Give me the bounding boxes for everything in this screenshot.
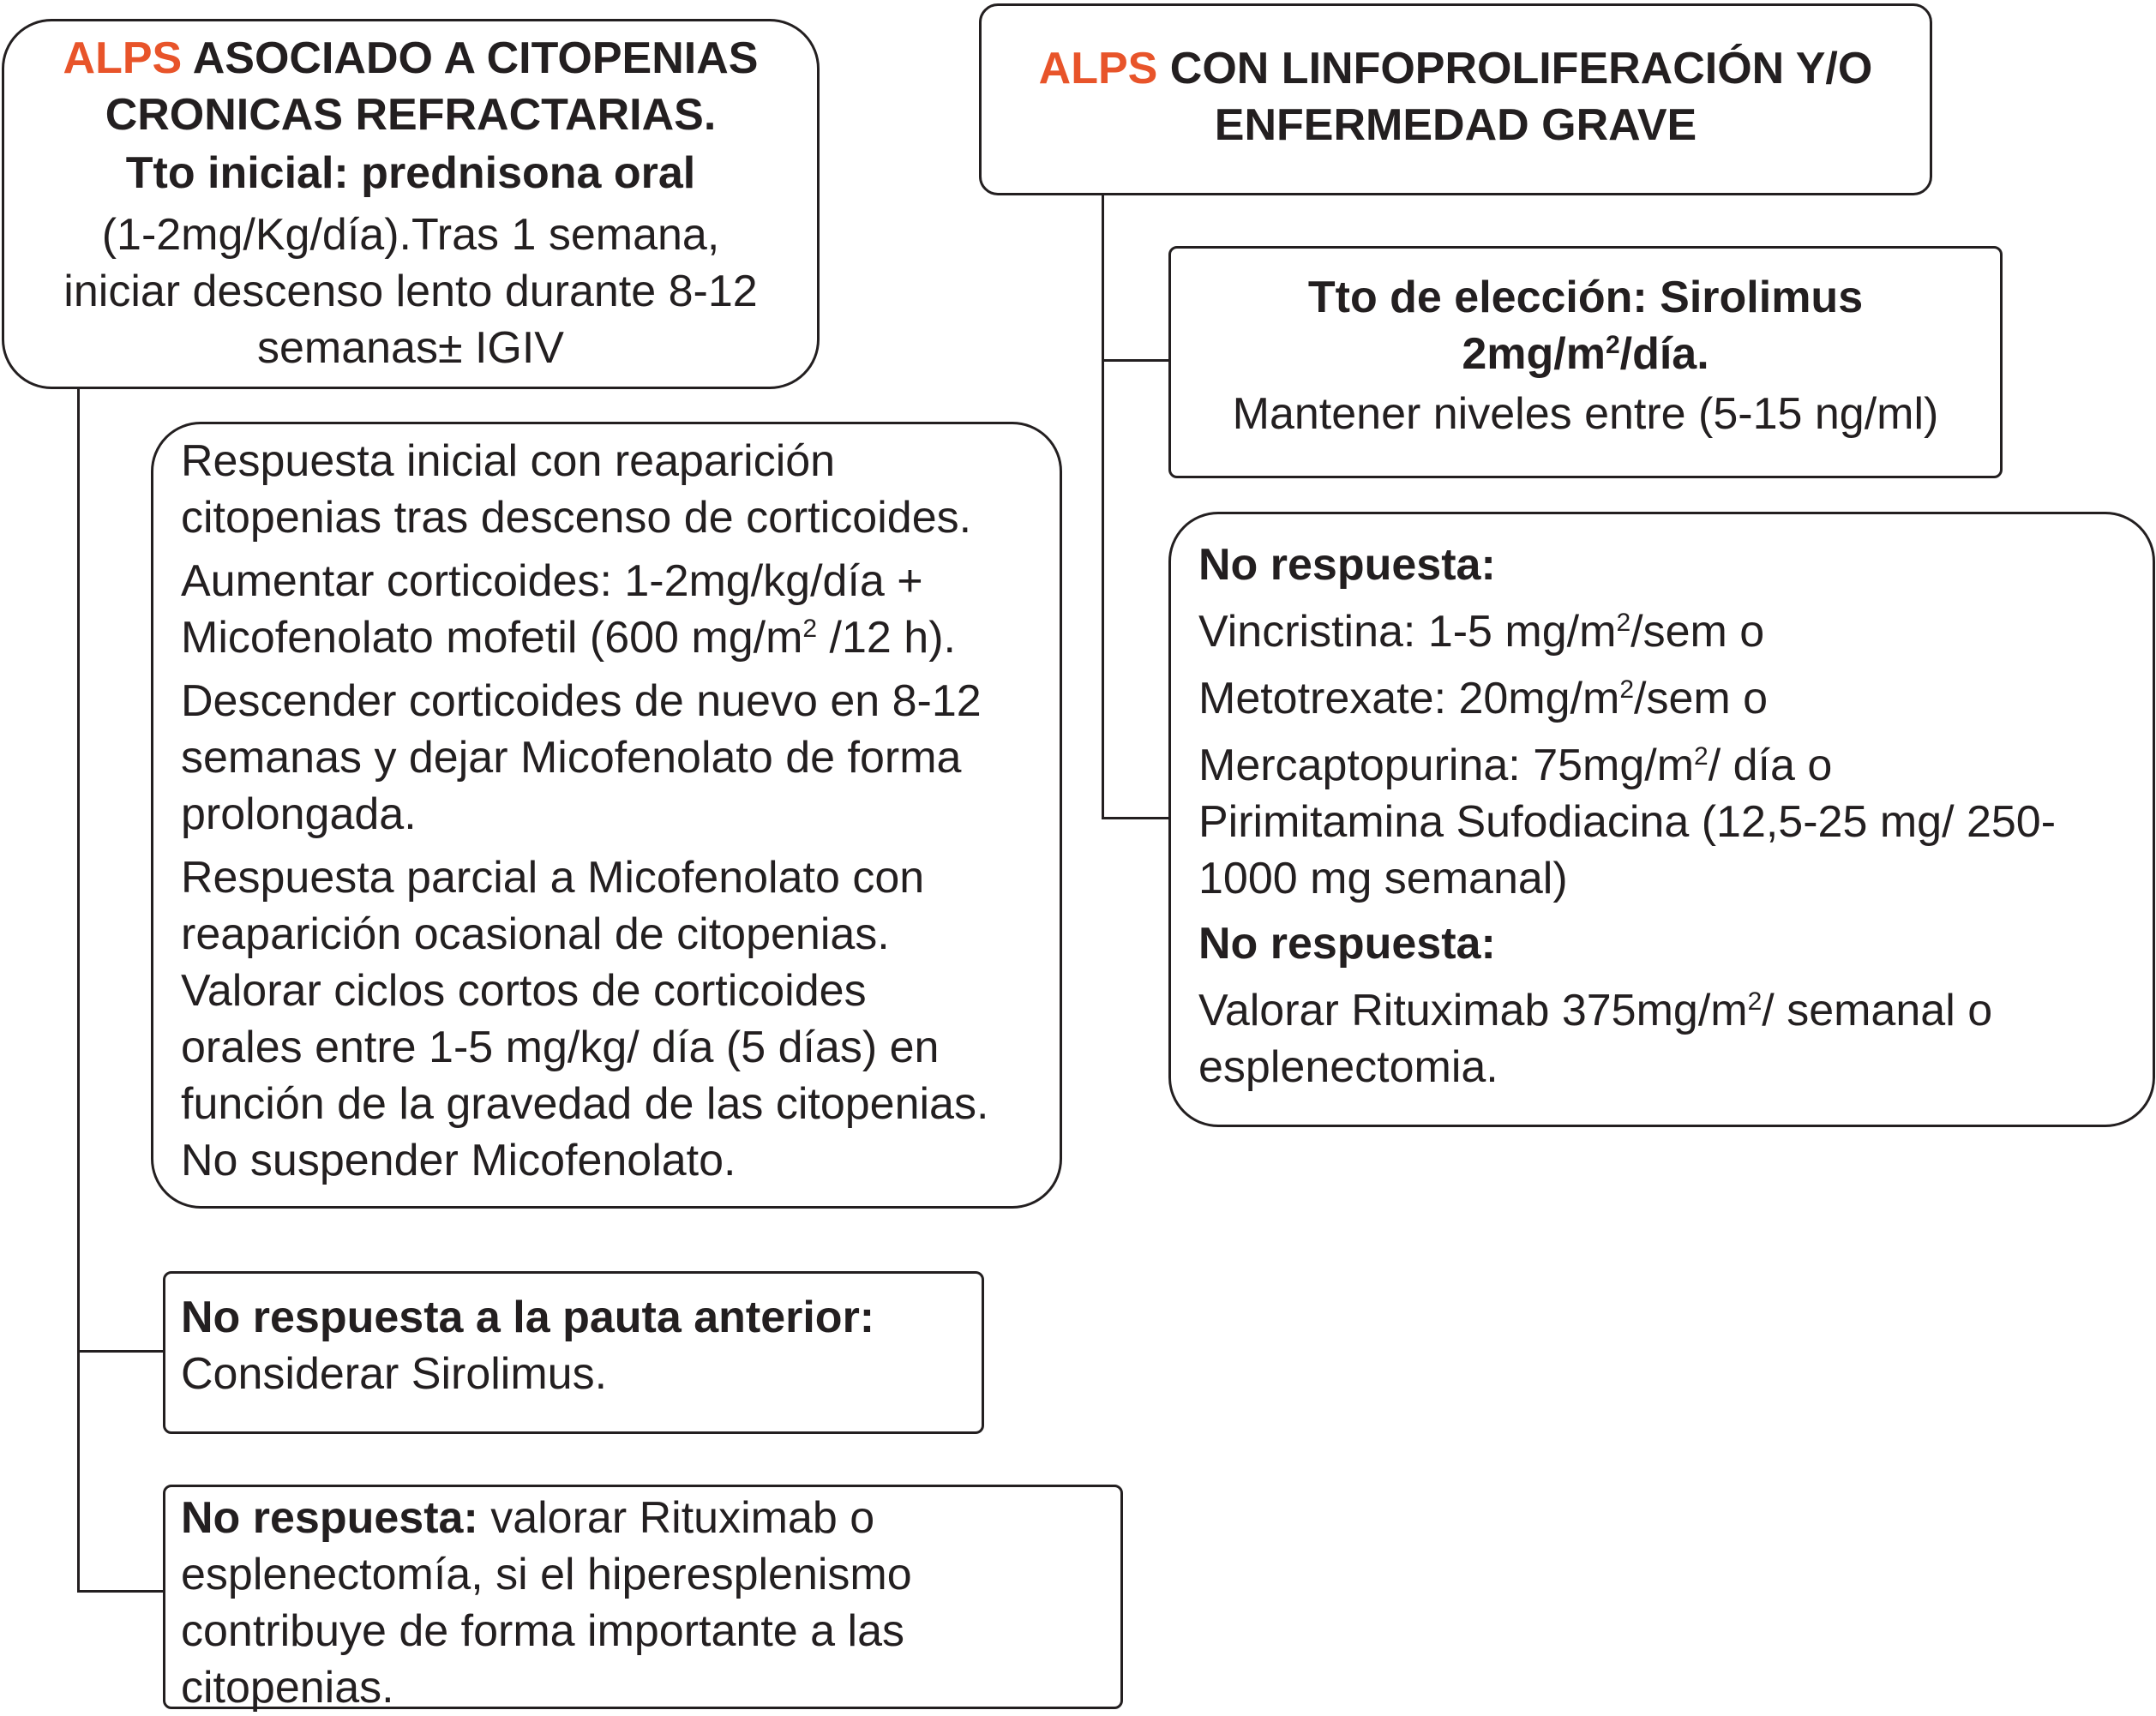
- right-box3-vincristina: Vincristina: 1-5 $mg/m^2$/sem o: [1198, 607, 1765, 657]
- right-box3-mercaptopurina: Mercaptopurina: $75mg/m^2/$ día o: [1198, 741, 1833, 790]
- left-header-detail-3: semanas± IGIV: [256, 323, 564, 373]
- left-response-box: [151, 422, 1062, 1209]
- left-box3-text: Considerar Sirolimus.: [181, 1349, 608, 1399]
- left-no-response-box-1: [163, 1271, 984, 1434]
- right-box3-no-response-2: No respuesta:: [1198, 919, 1496, 969]
- right-branch-line-1: [1102, 359, 1170, 362]
- right-no-response-box: [1168, 512, 2155, 1127]
- left-header-treatment: Tto inicial: prednisona oral: [125, 148, 696, 198]
- left-header-title-2: CRONICAS REFRACTARIAS.: [105, 90, 717, 140]
- right-box3-esplenectomia: esplenectomia.: [1198, 1042, 1498, 1092]
- right-header-title-2: ENFERMEDAD GRAVE: [1214, 100, 1697, 150]
- left-box2-line: prolongada.: [181, 789, 417, 839]
- left-box2-line: reaparición ocasional de citopenias.: [181, 909, 890, 959]
- left-trunk-line: [77, 387, 80, 1593]
- left-box2-line: orales entre 1-5 mg/kg/ día (5 días) en: [181, 1023, 940, 1072]
- left-box2-line: función de la gravedad de las citopenias.: [181, 1079, 989, 1129]
- left-box2-line: citopenias tras descenso de corticoides.: [181, 493, 972, 543]
- right-box3-pirimitamina-2: 1000 mg semanal): [1198, 854, 1568, 903]
- left-branch-line-1: [77, 1350, 163, 1353]
- left-box2-line: Descender corticoides de nuevo en 8-12: [181, 676, 982, 726]
- left-box2-line: Micofenolato mofetil (600 $mg/m^2$ /12 h).: [181, 613, 956, 663]
- right-box3-metotrexate: Metotrexate: $20mg/m^2$/sem o: [1198, 674, 1769, 723]
- right-box3-pirimitamina-1: Pirimitamina Sufodiacina (12,5-25 mg/ 250-: [1198, 797, 2057, 847]
- left-box2-line: Valorar ciclos cortos de corticoides: [181, 966, 867, 1016]
- right-trunk-line: [1102, 194, 1104, 819]
- left-box4-line-4: citopenias.: [181, 1663, 394, 1713]
- right-box3-no-response-1: No respuesta:: [1198, 540, 1496, 590]
- right-sirolimus-box: [1168, 246, 2003, 478]
- alps-acronym-right: ALPS: [1038, 44, 1158, 93]
- left-box2-line: Respuesta parcial a Micofenolato con: [181, 853, 925, 903]
- alps-acronym-left: ALPS: [63, 33, 183, 83]
- right-box2-line-1: Tto de elección: Sirolimus: [1307, 273, 1864, 322]
- left-header-box: [2, 19, 820, 389]
- left-no-response-box-2: [163, 1485, 1123, 1713]
- right-box2-line-2: $2mg/m^2$/día.: [1462, 329, 1709, 379]
- left-box4-line-1: No respuesta: valorar Rituximab o: [181, 1493, 875, 1543]
- right-box2-line-3: Mantener niveles entre (5-15 ng/ml): [1232, 389, 1939, 439]
- right-header-title: ALPS CON LINFOPROLIFERACIÓN Y/O: [1038, 44, 1873, 93]
- left-header-detail-2: iniciar descenso lento durante 8-12: [63, 267, 758, 316]
- left-box2-line: No suspender Micofenolato.: [181, 1136, 736, 1185]
- left-header-detail-1: (1-2mg/Kg/día).Tras 1 semana,: [101, 210, 720, 260]
- right-branch-line-2: [1102, 817, 1170, 819]
- left-box2-line: Aumentar corticoides: 1-2mg/kg/día +: [181, 556, 923, 606]
- right-box3-rituximab: Valorar Rituximab $375mg/m^2/$ semanal o: [1198, 986, 1993, 1035]
- right-header-box: [979, 3, 1932, 195]
- left-box4-line-3: contribuye de forma importante a las: [181, 1606, 904, 1656]
- left-box4-line-2: esplenectomía, si el hiperesplenismo: [181, 1550, 912, 1599]
- left-box2-line: semanas y dejar Micofenolato de forma: [181, 733, 962, 783]
- left-box2-line: Respuesta inicial con reaparición: [181, 436, 836, 486]
- left-box3-bold: No respuesta a la pauta anterior:: [181, 1293, 875, 1342]
- left-header-title: ALPS ASOCIADO A CITOPENIAS: [63, 33, 759, 83]
- left-branch-line-2: [77, 1590, 163, 1593]
